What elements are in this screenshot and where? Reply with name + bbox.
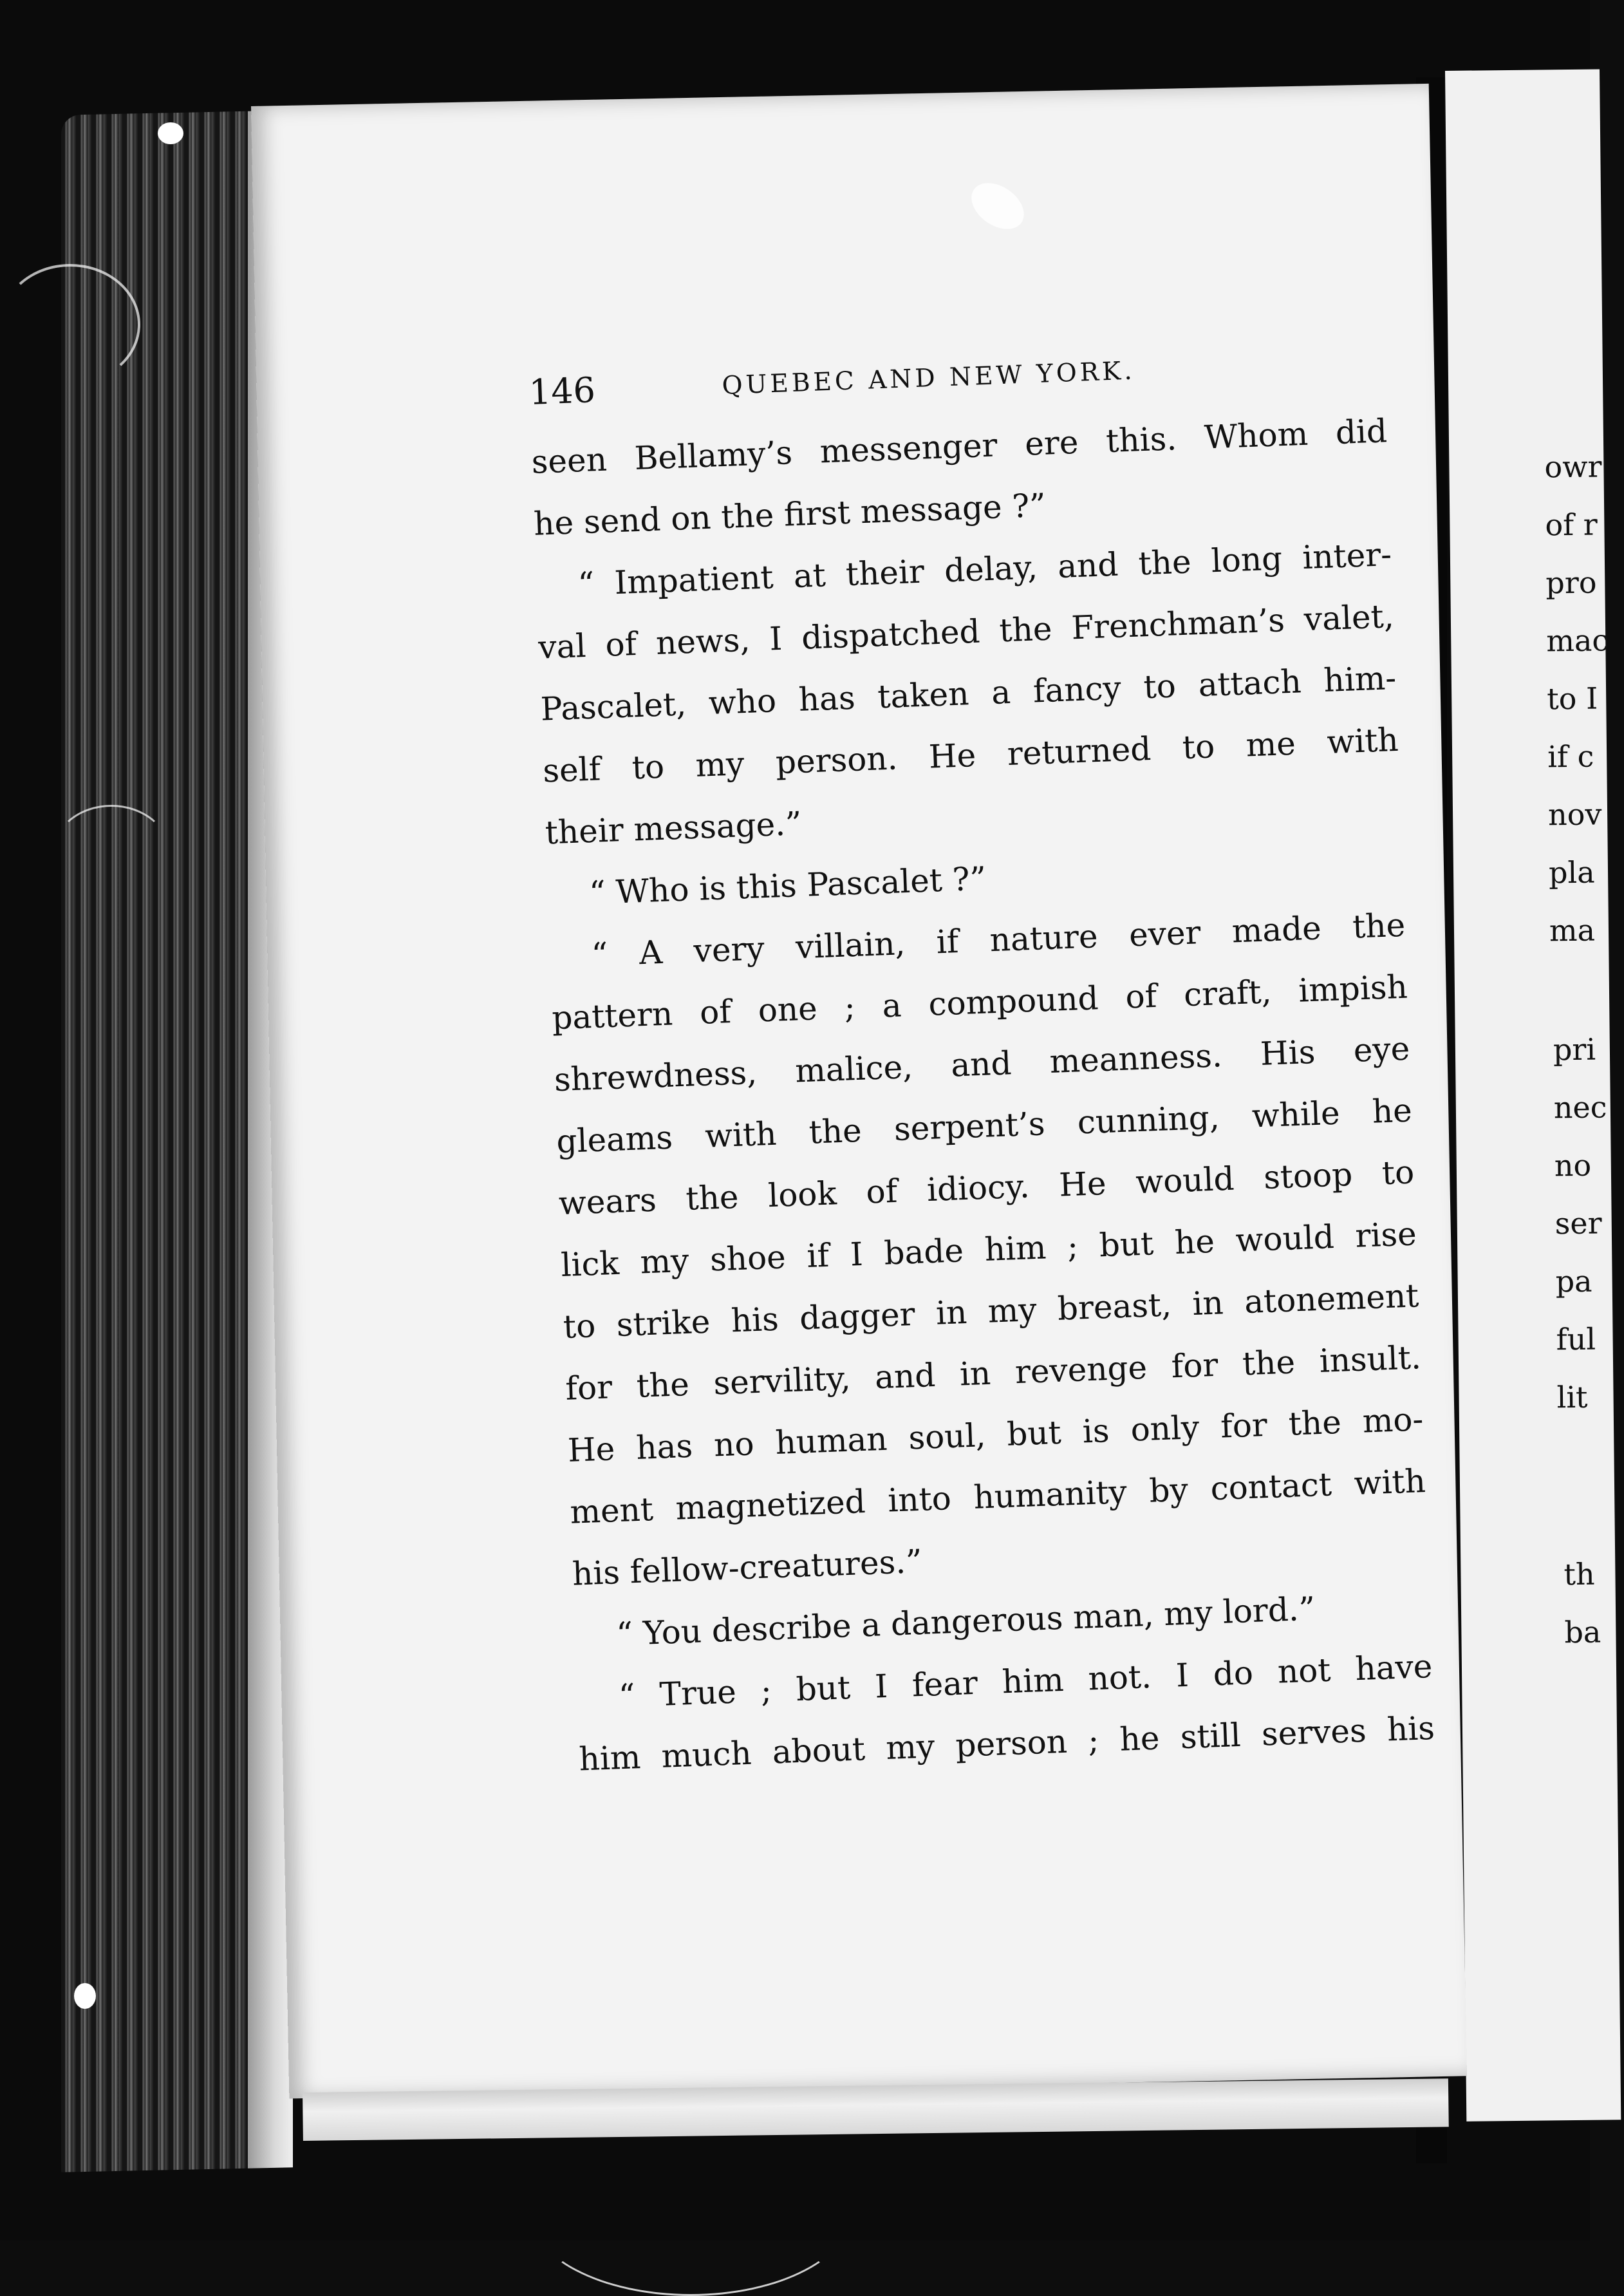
text-line: his fellow-creatures.” [572, 1542, 923, 1593]
text-line: he send on the first message ?” [533, 486, 1047, 543]
text-line: lick my shoe if I bade him ; but he would rise [560, 1215, 1417, 1284]
adjacent-page-fragment: of r [1545, 507, 1598, 543]
adjacent-page-fragment: pri [1553, 1031, 1596, 1068]
text-line: val of news, I dispatched the Frenchman’s valet, [537, 597, 1395, 666]
adjacent-page-fragment: if c [1547, 739, 1594, 775]
text-line: their message.” [544, 804, 803, 852]
adjacent-page [1445, 69, 1621, 2121]
text-line: wears the look of idiocy. He would stoop to [557, 1153, 1415, 1223]
adjacent-page-fragment: pro [1545, 565, 1597, 601]
text-line: Pascalet, who has taken a fancy to attach him- [539, 659, 1397, 728]
adjacent-page-fragment: nec [1553, 1089, 1607, 1125]
adjacent-page-fragment: nov [1547, 796, 1602, 833]
text-line: ment magnetized into humanity by contact with [569, 1462, 1426, 1531]
text-line: pattern of one ; a compound of craft, impish [551, 968, 1408, 1037]
scan-speck [74, 1983, 96, 2009]
text-line: He has no human soul, but is only for the mo- [567, 1400, 1424, 1469]
adjacent-page-fragment: ser [1554, 1205, 1602, 1241]
adjacent-page-fragment: no [1554, 1147, 1592, 1183]
text-line: “ Who is this Pascalet ?” [588, 860, 987, 912]
adjacent-page-fragment: ma [1549, 912, 1596, 948]
text-line: self to my person. He returned to me with [542, 720, 1399, 790]
text-line: him much about my person ; he still serves his [578, 1709, 1435, 1778]
adjacent-page-fragment: th [1563, 1556, 1595, 1592]
text-line: “ A very villain, if nature ever made the [590, 906, 1406, 974]
adjacent-page-fragment: pa [1555, 1263, 1592, 1299]
adjacent-page-fragment: ful [1556, 1321, 1596, 1357]
adjacent-page-fragment: lit [1556, 1379, 1588, 1415]
adjacent-page-fragment: mac [1545, 623, 1609, 659]
page-number: 146 [528, 370, 596, 413]
page-text-block [528, 329, 1436, 1790]
adjacent-page-fragment: pla [1548, 854, 1595, 890]
text-line: “ You describe a dangerous man, my lord.” [615, 1590, 1316, 1653]
text-line: to strike his dagger in my breast, in atonement [562, 1277, 1420, 1346]
adjacent-page-fragment: ba [1564, 1614, 1601, 1650]
text-line: seen Bellamy’s messenger ere this. Whom did [530, 412, 1388, 481]
text-line: shrewdness, malice, and meanness. His eye [553, 1030, 1411, 1099]
text-line: “ True ; but I fear him not. I do not have [618, 1647, 1433, 1715]
adjacent-page-fragment: owr [1544, 449, 1602, 485]
scan-scratch [51, 805, 171, 905]
text-line: “ Impatient at their delay, and the long inter- [577, 536, 1392, 603]
scan-scratch [0, 264, 140, 385]
text-line: gleams with the serpent’s cunning, while he [555, 1091, 1413, 1161]
adjacent-page-fragment: to I [1546, 681, 1598, 717]
running-title: QUEBEC AND NEW YORK. [721, 356, 1136, 400]
text-line: for the servility, and in revenge for the insult. [565, 1339, 1422, 1407]
scan-speck [158, 122, 183, 144]
scan-scratch [528, 2125, 854, 2296]
